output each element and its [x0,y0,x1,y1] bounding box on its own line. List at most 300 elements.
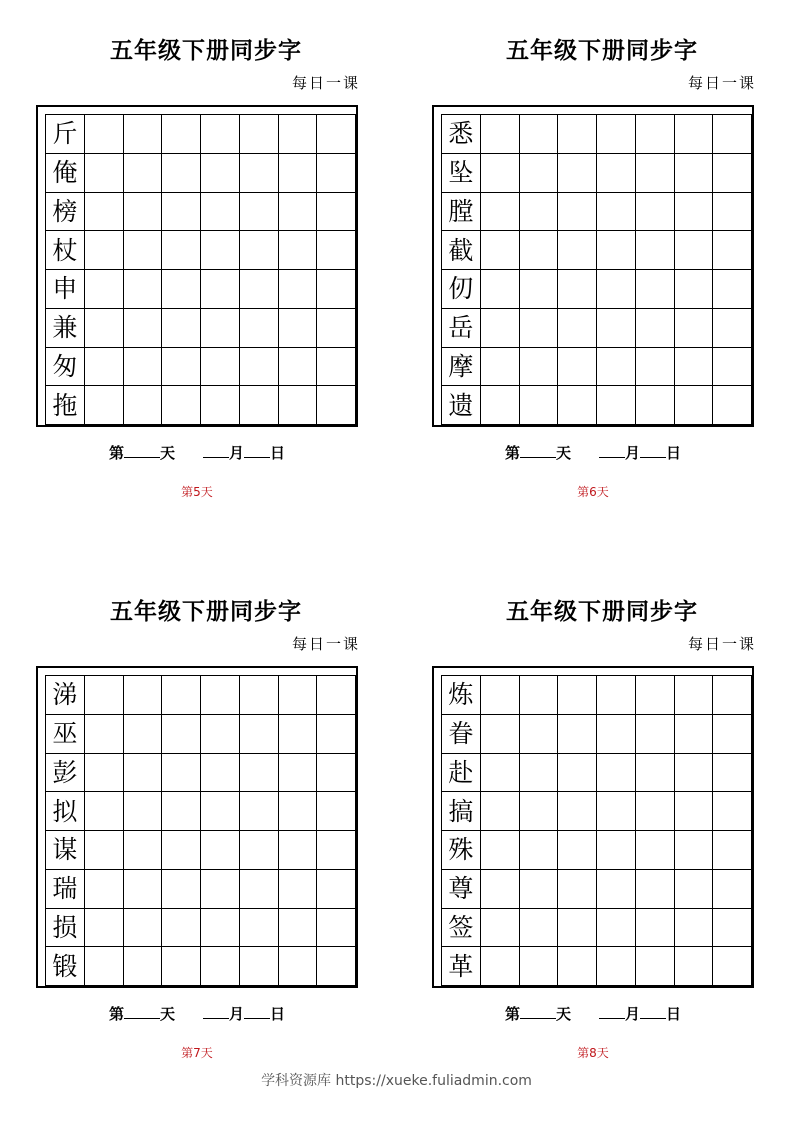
practice-cell [85,115,124,154]
day-tag: 第7天 [181,1046,213,1060]
practice-cell [201,947,240,986]
practice-cell [317,870,356,909]
practice-cell [240,348,279,387]
sheet-subtitle: 每日一课 [291,74,360,92]
model-character-cell: 眷 [442,715,481,754]
practice-cell [279,115,318,154]
practice-cell [636,909,675,948]
practice-cell [520,676,559,715]
practice-cell [597,270,636,309]
practice-cell [558,909,597,948]
practice-cell [481,309,520,348]
practice-cell [675,348,714,387]
practice-cell [279,154,318,193]
practice-cell [317,792,356,831]
practice-cell [240,947,279,986]
practice-cell [317,348,356,387]
practice-cell [675,715,714,754]
practice-cell [124,792,163,831]
writing-grid-frame [432,105,754,427]
practice-cell [162,231,201,270]
practice-cell [201,154,240,193]
model-character-cell: 截 [442,231,481,270]
label-di: 第 [504,444,520,462]
label-tian: 天 [555,444,571,462]
practice-cell [124,270,163,309]
practice-cell [124,309,163,348]
practice-cell [124,115,163,154]
model-character-cell: 仞 [442,270,481,309]
day-tag: 第6天 [577,485,609,499]
practice-cell [279,193,318,232]
practice-cell [162,831,201,870]
practice-sheet-4 [432,561,772,1060]
model-character-cell: 炼 [442,676,481,715]
date-blank[interactable] [640,445,666,458]
practice-cell [240,154,279,193]
practice-cell [162,193,201,232]
practice-cell [481,676,520,715]
date-line [432,1003,754,1024]
practice-cell [713,831,752,870]
practice-cell [713,715,752,754]
practice-cell [201,754,240,793]
practice-cell [317,309,356,348]
day-number-blank[interactable] [124,445,160,458]
practice-cell [124,676,163,715]
day-number-blank[interactable] [520,1006,556,1019]
practice-cell [85,154,124,193]
label-di: 第 [108,1005,124,1023]
month-blank[interactable] [599,445,625,458]
practice-cell [558,715,597,754]
practice-cell [124,348,163,387]
writing-grid-frame [36,666,358,988]
practice-cell [597,715,636,754]
practice-cell [675,231,714,270]
practice-cell [162,792,201,831]
practice-cell [317,386,356,425]
practice-cell [481,270,520,309]
practice-cell [675,386,714,425]
practice-cell [558,348,597,387]
practice-cell [675,909,714,948]
model-character-cell: 签 [442,909,481,948]
date-line [36,1003,358,1024]
practice-cell [675,270,714,309]
practice-cell [713,309,752,348]
practice-cell [713,676,752,715]
month-blank[interactable] [203,445,229,458]
model-character-cell: 坠 [442,154,481,193]
practice-cell [85,270,124,309]
model-character-cell: 搞 [442,792,481,831]
practice-cell [162,754,201,793]
practice-cell [597,348,636,387]
practice-cell [317,154,356,193]
model-character-cell: 兼 [46,309,85,348]
practice-cell [124,754,163,793]
practice-cell [201,715,240,754]
practice-cell [675,870,714,909]
practice-cell [279,792,318,831]
label-di: 第 [108,444,124,462]
practice-cell [481,115,520,154]
label-yue: 月 [229,444,245,462]
practice-cell [481,831,520,870]
practice-cell [520,715,559,754]
practice-cell [675,676,714,715]
practice-cell [520,831,559,870]
practice-cell [240,386,279,425]
sheet-title: 五年级下册同步字 [506,598,698,625]
practice-cell [520,231,559,270]
practice-cell [558,386,597,425]
sheet-title: 五年级下册同步字 [110,37,302,64]
practice-cell [240,831,279,870]
practice-cell [597,870,636,909]
sheet-subtitle: 每日一课 [687,74,756,92]
practice-cell [201,792,240,831]
practice-cell [597,231,636,270]
model-character-cell: 锻 [46,947,85,986]
practice-cell [124,193,163,232]
practice-cell [85,909,124,948]
practice-cell [520,909,559,948]
practice-cell [597,193,636,232]
practice-cell [636,270,675,309]
practice-cell [317,193,356,232]
practice-cell [481,909,520,948]
writing-grid-frame [432,666,754,988]
practice-cell [636,676,675,715]
model-character-cell: 殊 [442,831,481,870]
practice-cell [240,676,279,715]
practice-cell [558,792,597,831]
practice-cell [201,270,240,309]
sheet-subtitle: 每日一课 [291,635,360,653]
practice-cell [201,386,240,425]
practice-cell [85,348,124,387]
practice-cell [675,754,714,793]
practice-cell [279,870,318,909]
date-blank[interactable] [640,1006,666,1019]
practice-cell [558,309,597,348]
model-character-cell: 申 [46,270,85,309]
practice-cell [636,947,675,986]
label-yue: 月 [625,444,641,462]
practice-sheet-1 [36,0,376,499]
practice-cell [636,831,675,870]
practice-cell [279,947,318,986]
practice-cell [85,231,124,270]
practice-cell [636,386,675,425]
practice-cell [520,386,559,425]
practice-cell [317,909,356,948]
model-character-cell: 膛 [442,193,481,232]
model-character-cell: 斤 [46,115,85,154]
month-blank[interactable] [203,1006,229,1019]
practice-cell [481,715,520,754]
practice-cell [713,193,752,232]
practice-cell [124,231,163,270]
model-character-cell: 巫 [46,715,85,754]
practice-cell [162,270,201,309]
practice-cell [636,309,675,348]
practice-cell [317,754,356,793]
practice-cell [162,870,201,909]
practice-cell [713,792,752,831]
label-tian: 天 [159,444,175,462]
practice-cell [201,831,240,870]
practice-cell [558,154,597,193]
label-ri: 日 [270,1005,286,1023]
practice-cell [675,193,714,232]
practice-cell [713,154,752,193]
practice-cell [240,870,279,909]
model-character-cell: 拖 [46,386,85,425]
practice-cell [85,193,124,232]
model-character-cell: 涕 [46,676,85,715]
day-tag: 第5天 [181,485,213,499]
practice-cell [597,754,636,793]
practice-cell [201,309,240,348]
practice-cell [240,754,279,793]
practice-cell [558,870,597,909]
practice-cell [558,754,597,793]
practice-cell [597,947,636,986]
practice-cell [124,870,163,909]
practice-cell [162,348,201,387]
practice-cell [520,309,559,348]
practice-cell [201,909,240,948]
sheet-title: 五年级下册同步字 [110,598,302,625]
practice-cell [520,193,559,232]
practice-sheet-3 [36,561,376,1060]
practice-cell [636,231,675,270]
practice-cell [279,909,318,948]
practice-cell [481,792,520,831]
label-ri: 日 [270,444,286,462]
label-tian: 天 [159,1005,175,1023]
practice-cell [713,870,752,909]
practice-cell [240,193,279,232]
practice-cell [124,947,163,986]
practice-cell [240,270,279,309]
practice-cell [201,676,240,715]
practice-cell [201,115,240,154]
practice-cell [597,909,636,948]
practice-cell [317,115,356,154]
practice-cell [636,870,675,909]
model-character-cell: 损 [46,909,85,948]
practice-cell [520,947,559,986]
practice-cell [481,348,520,387]
practice-cell [558,115,597,154]
practice-cell [713,270,752,309]
writing-grid [441,114,752,425]
practice-cell [636,754,675,793]
label-ri: 日 [666,1005,682,1023]
practice-cell [520,870,559,909]
month-blank[interactable] [599,1006,625,1019]
practice-cell [279,676,318,715]
practice-cell [317,676,356,715]
practice-cell [162,115,201,154]
practice-cell [240,792,279,831]
practice-cell [558,947,597,986]
practice-cell [124,386,163,425]
practice-cell [520,115,559,154]
practice-cell [558,231,597,270]
label-ri: 日 [666,444,682,462]
practice-cell [85,754,124,793]
practice-cell [162,386,201,425]
practice-cell [713,947,752,986]
practice-cell [481,231,520,270]
sheet-title: 五年级下册同步字 [506,37,698,64]
practice-cell [481,154,520,193]
practice-cell [520,154,559,193]
model-character-cell: 杖 [46,231,85,270]
practice-cell [636,154,675,193]
practice-cell [675,154,714,193]
writing-grid-frame [36,105,358,427]
practice-cell [713,909,752,948]
practice-cell [279,754,318,793]
practice-cell [85,792,124,831]
practice-cell [162,676,201,715]
practice-cell [279,831,318,870]
practice-cell [481,754,520,793]
writing-grid [45,675,356,986]
practice-cell [317,231,356,270]
practice-cell [713,754,752,793]
practice-cell [520,754,559,793]
practice-cell [675,309,714,348]
practice-cell [162,154,201,193]
sheet-subtitle: 每日一课 [687,635,756,653]
practice-cell [481,386,520,425]
practice-cell [597,831,636,870]
practice-cell [597,386,636,425]
practice-cell [636,715,675,754]
practice-cell [713,348,752,387]
practice-cell [636,792,675,831]
practice-cell [124,715,163,754]
practice-cell [240,715,279,754]
model-character-cell: 榜 [46,193,85,232]
label-yue: 月 [625,1005,641,1023]
practice-cell [558,676,597,715]
practice-cell [675,792,714,831]
practice-cell [558,193,597,232]
practice-cell [713,115,752,154]
practice-cell [201,870,240,909]
practice-cell [124,831,163,870]
model-character-cell: 彭 [46,754,85,793]
practice-cell [240,309,279,348]
model-character-cell: 岳 [442,309,481,348]
practice-cell [558,831,597,870]
date-line [36,442,358,463]
practice-cell [124,909,163,948]
practice-cell [713,231,752,270]
model-character-cell: 悉 [442,115,481,154]
practice-cell [713,386,752,425]
practice-cell [481,870,520,909]
practice-cell [675,115,714,154]
practice-cell [317,947,356,986]
model-character-cell: 尊 [442,870,481,909]
model-character-cell: 瑞 [46,870,85,909]
model-character-cell: 俺 [46,154,85,193]
practice-cell [162,947,201,986]
writing-grid [441,675,752,986]
practice-cell [279,386,318,425]
model-character-cell: 赴 [442,754,481,793]
practice-cell [85,870,124,909]
practice-cell [85,676,124,715]
practice-cell [240,909,279,948]
practice-cell [597,309,636,348]
practice-cell [240,231,279,270]
label-di: 第 [504,1005,520,1023]
practice-cell [162,309,201,348]
practice-cell [597,154,636,193]
practice-cell [317,831,356,870]
practice-cell [279,270,318,309]
practice-cell [279,715,318,754]
date-blank[interactable] [244,1006,270,1019]
practice-cell [597,792,636,831]
model-character-cell: 革 [442,947,481,986]
day-number-blank[interactable] [124,1006,160,1019]
model-character-cell: 匆 [46,348,85,387]
day-tag: 第8天 [577,1046,609,1060]
practice-cell [558,270,597,309]
practice-cell [520,792,559,831]
practice-cell [201,348,240,387]
practice-cell [240,115,279,154]
practice-cell [520,270,559,309]
practice-cell [636,193,675,232]
practice-cell [162,715,201,754]
day-number-blank[interactable] [520,445,556,458]
footer-source: 学科资源库 https://xueke.fuliadmin.com [261,1073,532,1089]
practice-sheet-2 [432,0,772,499]
practice-cell [636,115,675,154]
practice-cell [85,831,124,870]
practice-cell [597,676,636,715]
practice-cell [597,115,636,154]
model-character-cell: 谋 [46,831,85,870]
model-character-cell: 拟 [46,792,85,831]
practice-cell [279,309,318,348]
practice-cell [520,348,559,387]
practice-cell [481,947,520,986]
date-blank[interactable] [244,445,270,458]
writing-grid [45,114,356,425]
practice-cell [201,193,240,232]
practice-cell [85,309,124,348]
practice-cell [201,231,240,270]
label-yue: 月 [229,1005,245,1023]
practice-cell [675,831,714,870]
practice-cell [85,947,124,986]
practice-cell [162,909,201,948]
practice-cell [636,348,675,387]
